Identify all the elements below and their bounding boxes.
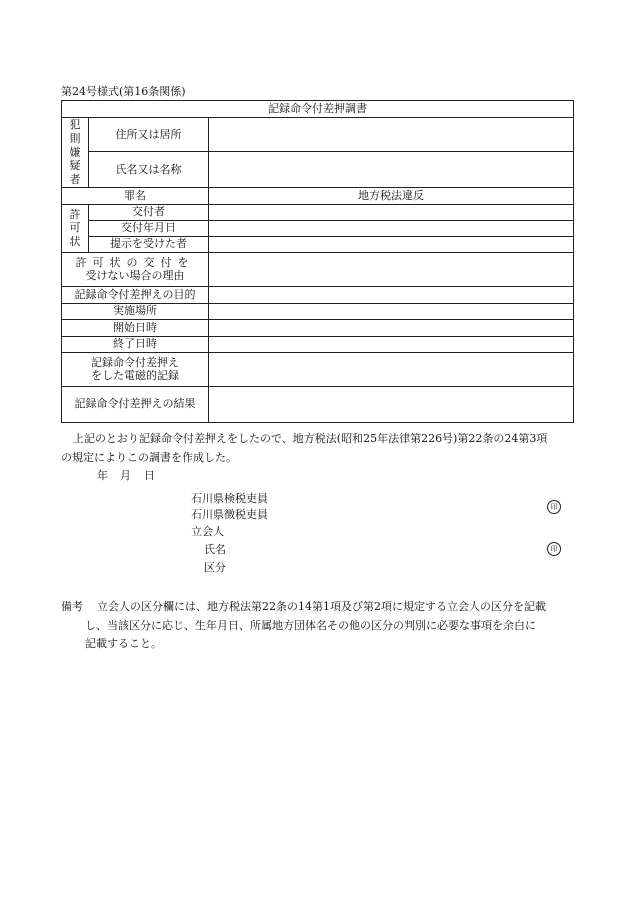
warrant-group-label: 許 可 状 [62,204,89,252]
witness-name-label: 氏名 [204,543,226,556]
no-delivery-reason-field[interactable] [209,252,574,286]
presented-field[interactable] [209,236,574,252]
date-year: 年 [97,469,108,482]
note-line-3: 記載すること。 [85,637,162,650]
name-label: 氏名又は名称 [89,152,209,187]
end-time-label: 終了日時 [62,336,209,352]
purpose-label: 記録命令付差押えの目的 [62,286,209,303]
electronic-records-field[interactable] [209,352,574,386]
collector-label: 石川県徴税吏員 [191,508,268,521]
name-field[interactable] [209,152,574,187]
seizure-record-table [61,100,574,423]
end-time-field[interactable] [209,336,574,352]
table-title: 記録命令付差押調書 [62,101,574,118]
statement-line-1: 上記のとおり記録命令付差押えをしたので、地方税法(昭和25年法律第226号)第22条の24第3項 [73,432,548,445]
issuer-label: 交付者 [89,204,209,220]
inspector-label: 石川県検税吏員 [191,492,268,505]
date-day: 日 [144,469,155,482]
address-label: 住所又は居所 [89,118,209,152]
suspect-group-label: 犯 則 嫌 疑 者 [62,118,89,188]
offense-label: 罪名 [62,187,209,204]
purpose-field[interactable] [209,286,574,303]
issuer-field[interactable] [209,204,574,220]
offense-value: 地方税法違反 [209,187,574,204]
seal-mark-official: 印 [547,500,561,514]
witness-category-label: 区分 [204,561,226,574]
no-delivery-reason-label: 許可状の交付を 受けない場合の理由 [62,252,209,286]
note-label: 備考 [61,600,83,613]
issue-date-field[interactable] [209,220,574,236]
start-time-field[interactable] [209,319,574,336]
issue-date-label: 交付年月日 [89,220,209,236]
start-time-label: 開始日時 [62,319,209,336]
seal-mark-witness: 印 [547,542,561,556]
witness-label: 立会人 [191,525,224,538]
form-number-label: 第24号様式(第16条関係) [61,85,186,98]
statement-line-2: の規定によりこの調書を作成した。 [61,451,237,464]
place-label: 実施場所 [62,303,209,319]
date-month: 月 [120,469,131,482]
electronic-records-label: 記録命令付差押え をした電磁的記録 [62,352,209,386]
result-label: 記録命令付差押えの結果 [62,386,209,422]
address-field[interactable] [209,118,574,152]
presented-label: 提示を受けた者 [89,236,209,252]
note-line-1: 立会人の区分欄には、地方税法第22条の14第1項及び第2項に規定する立会人の区分を記載 [97,600,546,613]
place-field[interactable] [209,303,574,319]
result-field[interactable] [209,386,574,422]
note-line-2: し、当該区分に応じ、生年月日、所属地方団体名その他の区分の判別に必要な事項を余白に [85,619,536,632]
